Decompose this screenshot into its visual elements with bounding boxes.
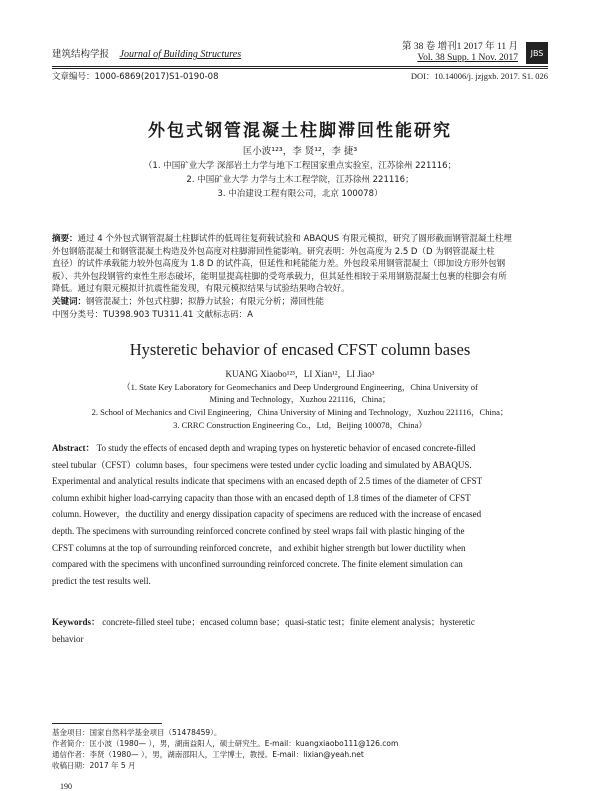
footnote-corresponding: 通信作者：李贤（1980— ），男，湖南邵阳人，工学博士，教授。E-mail：lixian@yeah.net [52,750,364,759]
affiliation-cn: （1. 中国矿业大学 深部岩土力学与地下工程国家重点实验室，江苏徐州 221116； [143,161,457,171]
abstract-en-line: predict the test results well. [52,575,151,586]
volume-cn: 第 38 卷 增刊1 2017 年 11 月 [401,42,518,52]
abstract-en-line: column. However，the ductility and energy dissipation capacity of specimens are reduced with the increase of encased [52,509,482,520]
footnote-received: 收稿日期：2017 年 5 月 [52,761,136,770]
journal-logo-icon: JBS [526,42,548,64]
abstract-en-line: column exhibit higher load-carrying capacity than those with an encased depth of 1.8 times of the diameter of CFST [52,492,471,503]
header-right [402,42,518,64]
abstract-en [52,440,548,589]
authors-en: KUANG Xiaobo¹²³，LI Xian¹²，LI Jiao³ [225,369,375,379]
abstract-en-line: Experimental and analytical results indicate that specimens with an encased depth of 2.5 times of the diameter of CFST [52,476,483,487]
footnote-author: 作者简介：匡小波（1980— ），男，湖南益阳人，硕士研究生。E-mail：kuangxiaobo111@126.com [52,739,399,748]
footnote-funding: 基金项目：国家自然科学基金项目（51478459）。 [52,728,222,737]
keywords-cn: 关键词：钢管混凝土；外包式柱脚；拟静力试验；有限元分析；滞回性能 [52,296,325,307]
abstract-en-label: Abstract： [52,443,95,453]
abstract-cn-line: 直径）的试件承载能力较外包高度为 1.8 D 的试件高，但延性和耗能能力差。外包段采用钢管混凝土（即加设方形外包钢 [52,259,506,270]
abstract-cn-line: 外包钢筋混凝土和钢管混凝土构造及外包高度对柱脚滞回性能影响。研究表明：外包高度为 2.5 D（D 为钢管混凝土柱 [52,246,495,257]
affiliation-en: 2. School of Mechanics and Civil Engineering，China University of Mining and Technology，Xuzhou 221116，China； [91,407,509,417]
abstract-cn [52,233,548,321]
volume-en: Vol. 38 Supp. 1 Nov. 2017 [417,53,518,63]
abstract-en-line: depth. The specimens with surrounding reinforced concrete confined by steel wraps fail with plastic hinging of the [52,525,465,536]
journal-name-en[interactable]: Journal of Building Structures [119,49,242,60]
journal-name-cn: 建筑结构学报 [52,49,110,60]
authors-cn: 匡小波¹²³，李 贤¹²，李 捷³ [242,146,358,157]
abstract-en-line: CFST columns at the top of surrounding reinforced concrete，and exhibit higher strength but lower ductility when [52,542,466,553]
abstract-cn-label: 摘要： [52,234,78,244]
title-cn: 外包式钢管混凝土柱脚滞回性能研究 [148,121,452,141]
abstract-en-line: compared with the specimens with unconfined surrounding reinforced concrete. The finite element simulation can [52,559,463,570]
affiliation-en: 3. CRRC Construction Engineering Co.，Ltd，Beijing 100078，China） [173,420,427,430]
header-left [52,46,241,60]
classification-cn: 中图分类号：TU398.903 TU311.41 文献标志码：A [52,309,253,320]
abstract-cn-line: 摘要：通过 4 个外包式钢管混凝土柱脚试件的低周往复荷载试验和 ABAQUS 有限元模拟，研究了圆形截面钢管混凝土柱埋 [52,234,512,244]
header-rule [52,68,548,69]
keywords-en-label: Keywords： [52,617,100,627]
affiliation-cn: 2. 中国矿业大学 力学与土木工程学院，江苏徐州 221116； [186,175,414,185]
footnote-rule [52,723,162,724]
keywords-en: Keywords： concrete-filled steel tube；encased column base；quasi-static test；finite element analysis；hysteretic behavior [52,617,475,644]
affiliation-cn: 3. 中冶建设工程有限公司，北京 100078） [217,189,383,199]
page-number: 190 [60,782,72,791]
abstract-cn-line: 板）、共外包段钢管约束性生形态破坏，能明显提高柱脚的受弯承载力，但其延性相较于采用钢筋混凝土包裹的柱脚会有所 [52,271,507,282]
affiliation-en: Mining and Technology，Xuzhou 221116，China； [209,394,391,404]
abstract-en-line: Abstract： To study the effects of encased depth and wraping types on hysteretic behavior of encased concrete-filled [52,443,476,453]
keywords-cn-label: 关键词： [52,296,87,307]
doi[interactable]: DOI：10.14006/j. jzjgxb. 2017. S1. 026 [410,71,548,81]
affiliation-en: （1. State Key Laboratory for Geomechanics and Deep Underground Engineering，China University of [122,382,478,392]
article-number: 文章编号：1000-6869(2017)S1-0190-08 [52,72,219,82]
abstract-en-line: steel tubular（CFST）column bases，four specimens were tested under cyclic loading and simulated by ABAQUS. [52,459,472,470]
title-en: Hysteretic behavior of encased CFST column bases [129,340,471,359]
abstract-cn-line: 降低。通过有限元模拟计抗震性能发现，有限元模拟结果与试验结果吻合较好。 [52,284,350,295]
header-rule [52,66,548,67]
